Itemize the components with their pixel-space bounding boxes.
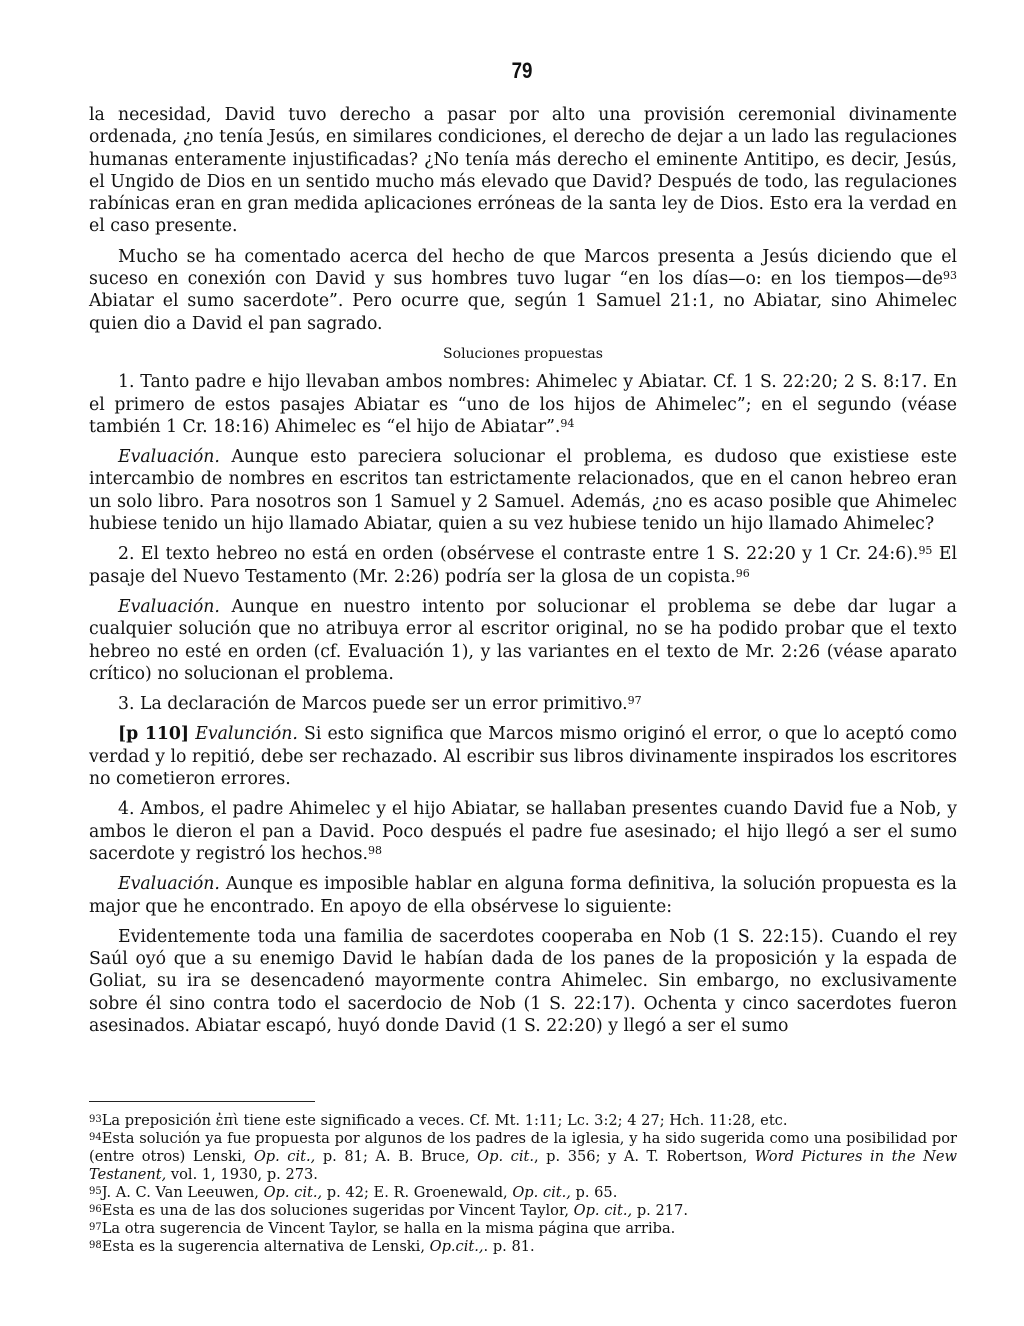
footnote-text: , p. 356; y A. T. Robertson,: [534, 1148, 755, 1165]
paragraph-text: Abiatar el sumo sacerdote”. Pero ocurre que, según 1 Samuel 21:1, no Abiatar, sino Ahimelec quien dio a David el pan sagrado.: [89, 291, 957, 334]
footnote-text: Op. cit.,: [253, 1148, 316, 1165]
footnote-text: p. 42; E. R. Groenewald,: [322, 1184, 513, 1201]
paragraph: [89, 926, 957, 1037]
footnote-text: Op. cit.,: [573, 1202, 633, 1219]
paragraph-text: Si esto significa que Marcos mismo originó el error, o que lo aceptó como verdad y lo repitió, debe ser rechazado. Al escribir sus libros divinamente inspirados los escritores no cometieron errores.: [89, 724, 958, 790]
evaluation-label: Evalunción.: [195, 724, 298, 745]
paragraph: [89, 246, 957, 335]
paragraph-text: 1. Tanto padre e hijo llevaban ambos nombres: Ahimelec y Abiatar. Cf. 1 S. 22:20; 2 S. 8:17. En el primero de estos pasajes Abiatar es “uno de los hijos de Ahimelec”; en el segundo (véase también 1 Cr. 18:16) Ahimelec es “el hijo de Abiatar”.: [89, 372, 957, 437]
footnote-text: p. 81; A. B. Bruce,: [315, 1148, 478, 1165]
paragraph: [89, 596, 957, 685]
paragraph-text: Evidentemente toda una familia de sacerdotes cooperaba en Nob (1 S. 22:15). Cuando el rey Saúl oyó que a su enemigo David le habían dada de los panes de la proposición y la espada de Goliat, su ira se desencadenó mayormente contra Ahimelec. Sin embargo, no exclusivamente sobre él sino contra todo el sacerdocio de Nob (1 S. 22:17). Ochenta y cinco sacerdotes fueron asesinados. Abiatar escapó, huyó donde David (1 S. 22:20) y llegó a ser el sumo: [89, 926, 957, 1036]
footnote-text: Op. cit.,: [512, 1184, 571, 1201]
footnote-text: La otra sugerencia de Vincent Taylor, se halla en la misma página que arriba.: [101, 1220, 676, 1237]
footnote-text: J. A. C. Van Leeuwen,: [101, 1184, 264, 1201]
paragraph-text: Aunque en nuestro intento por solucionar el problema se debe dar lugar a cualquier solución que no atribuya error al escritor original, no se ha podido probar que el texto hebreo no esté en orden (cf. Evaluación 1), y las variantes en el texto de Mr. 2:26 (véase aparato crítico) no solucionan el problema.: [89, 596, 957, 684]
paragraph: [89, 798, 957, 865]
footnote-text: Esta es la sugerencia alternativa de Lenski,: [101, 1238, 430, 1255]
body-text: [89, 104, 957, 1045]
paragraph-text: Aunque es imposible hablar en alguna forma definitiva, la solución propuesta es la major que he encontrado. En apoyo de ella obsérvese lo siguiente:: [89, 874, 957, 917]
footnote-text: . p. 81.: [483, 1238, 535, 1255]
footnote-ref[interactable]: 98: [368, 843, 382, 857]
footnote-ref[interactable]: 93: [943, 269, 957, 283]
page-number: 79: [511, 58, 533, 83]
footnote: [89, 1184, 957, 1202]
section-heading: Soluciones propuestas: [443, 345, 603, 362]
evaluation-label: Evaluación.: [118, 874, 220, 895]
footnote-ref[interactable]: 95: [918, 544, 933, 558]
footnote-ref[interactable]: 96: [735, 566, 750, 580]
paragraph: [89, 723, 957, 790]
footnote-number: 94: [89, 1132, 102, 1143]
paragraph-text: Aunque esto pareciera solucionar el problema, es dudoso que existiese este intercambio de nombres en escritos tan estrictamente relacionados, que en el canon hebreo eran un solo libro. Para nosotros son 1 Samuel y 2 Samuel. Además, ¿no es acaso posible que Ahimelec hubiese tenido un hijo llamado Abiatar, quien a su vez hubiese tenido un hijo llamado Ahimelec?: [89, 447, 957, 535]
paragraph: [89, 446, 957, 535]
footnote-text: Esta solución ya fue propuesta por algunos de los padres de la iglesia, y ha sido sugerida como una posibilidad por (entre otros) Lenski,: [89, 1130, 957, 1165]
footnote-number: 93: [89, 1114, 102, 1125]
footnote-separator: [89, 1101, 315, 1102]
footnote: [89, 1130, 957, 1184]
footnote-ref[interactable]: 97: [627, 694, 642, 708]
footnote-text: Op. cit.: [477, 1148, 534, 1165]
footnote-text: p. 65.: [570, 1184, 618, 1201]
paragraph-text: 4. Ambos, el padre Ahimelec y el hijo Abiatar, se hallaban presentes cuando David fue a Nob, y ambos le dieron el pan a David. Poco después el padre fue asesinado; el hijo llegó a ser el sumo sacerdote y registró los hechos.: [89, 799, 957, 864]
footnote: [89, 1238, 957, 1256]
paragraph-text: 2. El texto hebreo no está en orden (obsérvese el contraste entre 1 S. 22:20 y 1 Cr. 24:6).: [118, 544, 919, 565]
paragraph: [89, 371, 957, 438]
footnote-text: p. 217.: [632, 1202, 688, 1219]
footnote-ref[interactable]: 94: [560, 416, 575, 430]
footnote-text: Esta es una de las dos soluciones sugeridas por Vincent Taylor,: [101, 1202, 574, 1219]
paragraph-text: 3. La declaración de Marcos puede ser un error primitivo.: [118, 694, 628, 715]
footnote-text: Op. cit.,: [263, 1184, 323, 1201]
evaluation-label: Evaluación.: [118, 596, 220, 617]
paragraph: [89, 104, 957, 238]
footnote-text: La preposición ἐπὶ tiene este significado a veces. Cf. Mt. 1:11; Lc. 3:2; 4 27; Hch. 11:28, etc.: [101, 1112, 788, 1129]
footnotes: [89, 1112, 957, 1256]
footnote-number: 97: [89, 1222, 102, 1233]
footnote-number: 98: [89, 1240, 102, 1251]
footnote: [89, 1202, 957, 1220]
footnote-text: Word Pictures in the New Testanent,: [89, 1148, 957, 1183]
paragraph-text: El pasaje del Nuevo Testamento (Mr. 2:26) podría ser la glosa de un copista.: [89, 544, 957, 587]
page-reference: [p 110]: [118, 724, 190, 745]
footnote: [89, 1112, 957, 1130]
footnote-text: vol. 1, 1930, p. 273.: [166, 1166, 318, 1183]
footnote-text: Op.cit.,: [429, 1238, 484, 1255]
footnote-number: 95: [89, 1186, 102, 1197]
footnote-number: 96: [89, 1204, 102, 1215]
paragraph: [89, 873, 957, 918]
paragraph: [89, 693, 957, 715]
evaluation-label: Evaluación.: [118, 447, 220, 468]
paragraph: [89, 543, 957, 588]
paragraph-text: Mucho se ha comentado acerca del hecho de que Marcos presenta a Jesús diciendo que el suceso en conexión con David y sus hombres tuvo lugar “en los días—o: en los tiempos—de: [89, 246, 957, 290]
footnote: [89, 1220, 957, 1238]
paragraph-text: la necesidad, David tuvo derecho a pasar por alto una provisión ceremonial divinamente ordenada, ¿no tenía Jesús, en similares condiciones, el derecho de dejar a un lado las regulaciones humanas enteramente injustificadas? ¿No tenía más derecho el eminente Antitipo, es decir, Jesús, el Ungido de Dios en un sentido mucho más elevado que David? Después de todo, las regulaciones rabínicas eran en gran medida aplicaciones erróneas de la santa ley de Dios. Esto era la verdad en el caso presente.: [89, 105, 957, 237]
